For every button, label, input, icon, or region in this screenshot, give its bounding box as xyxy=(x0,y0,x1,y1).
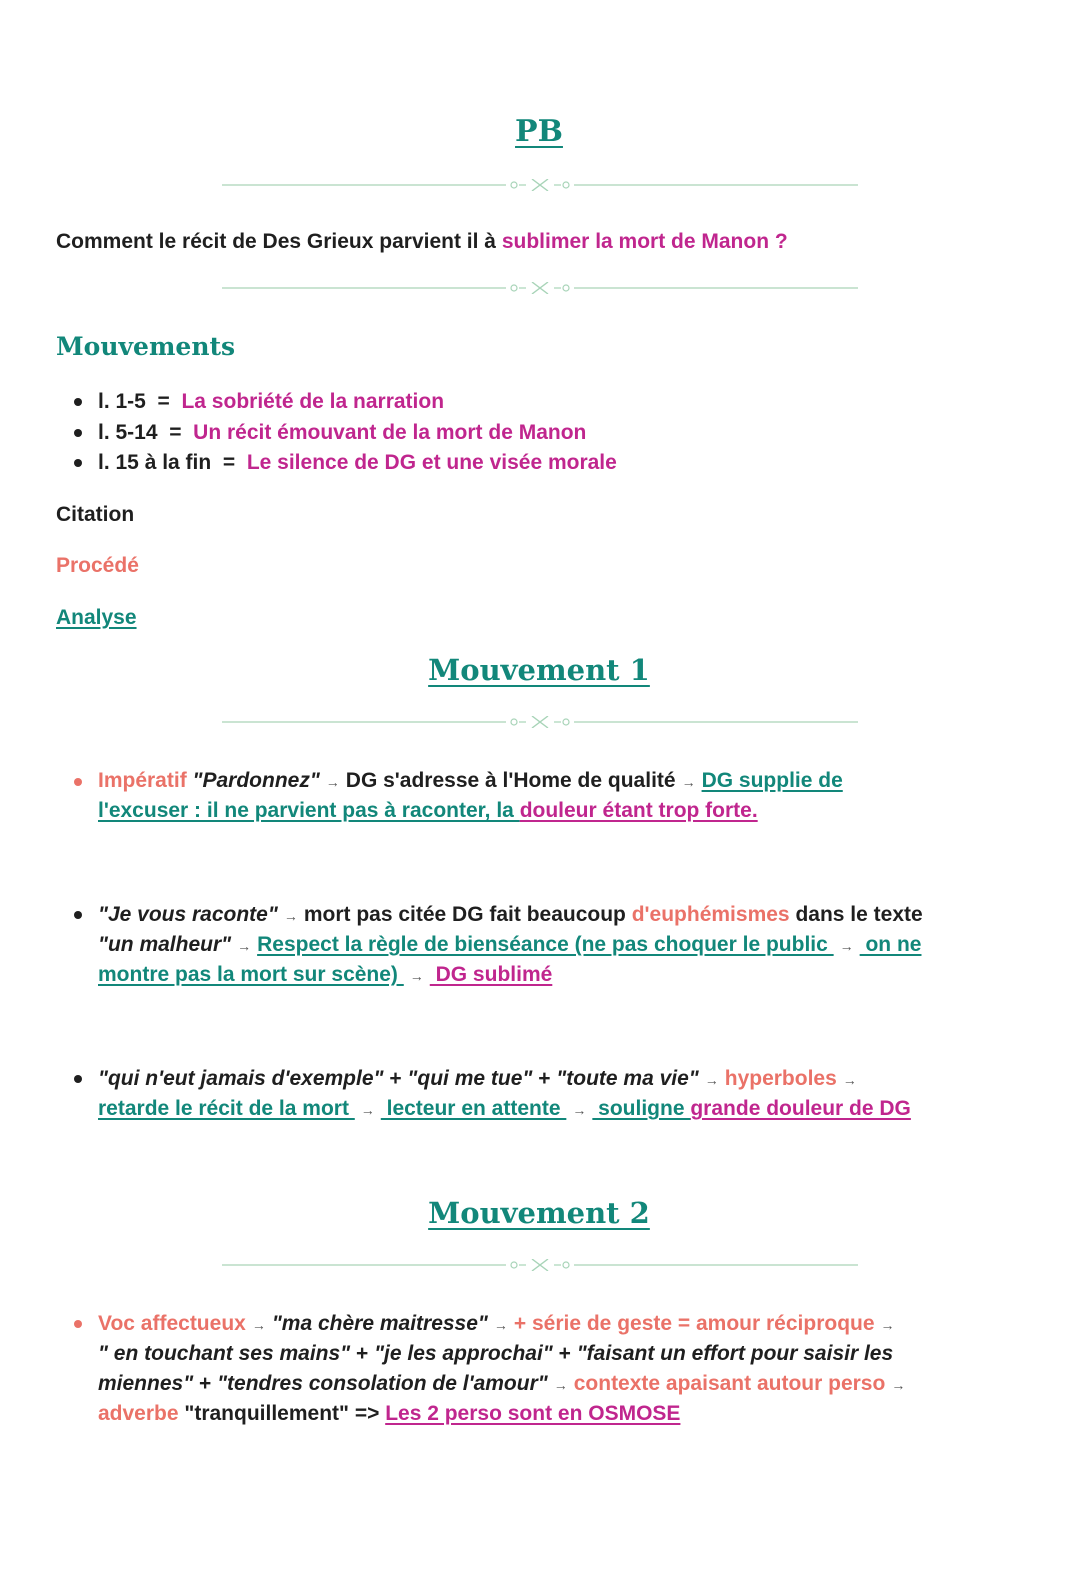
procede-text: adverbe xyxy=(98,1402,179,1425)
analyse-highlight: DG sublimé xyxy=(429,963,553,986)
mouvements-title: Mouvements xyxy=(56,332,236,361)
arrow-icon: → xyxy=(360,1102,375,1118)
legend-analyse: Analyse xyxy=(56,606,137,629)
item-sep: = xyxy=(222,451,236,474)
item-desc: Le silence de DG et une visée morale xyxy=(246,451,617,474)
legend-procede: Procédé xyxy=(56,554,139,577)
m1-point-2-line-3 xyxy=(98,963,552,987)
plus-sign: + xyxy=(532,1067,557,1090)
ornament-divider xyxy=(222,179,858,191)
analyse-text: DG supplie de xyxy=(701,769,843,792)
citation-text: "ma chère maitresse" xyxy=(271,1312,488,1335)
plus-sign: + xyxy=(350,1342,375,1365)
analyse-text: montre pas la mort sur scène) xyxy=(98,963,404,986)
m2-point-1-line-4 xyxy=(98,1402,680,1426)
arrow-icon: → xyxy=(283,908,298,924)
arrow-icon: → xyxy=(237,938,252,954)
m2-point-1-line-3 xyxy=(98,1372,911,1396)
bullet xyxy=(74,1075,82,1083)
arrow-icon: → xyxy=(251,1317,266,1333)
citation-text: miennes" xyxy=(98,1372,194,1395)
item-desc: La sobriété de la narration xyxy=(181,390,445,413)
arrow-icon: → xyxy=(572,1102,587,1118)
arrow-icon: → xyxy=(842,1072,857,1088)
item-range: l. 15 à la fin xyxy=(98,451,212,474)
m1-point-1-line-2 xyxy=(98,799,758,823)
analyse-text: lecteur en attente xyxy=(380,1097,567,1120)
procede-text: d'euphémismes xyxy=(631,903,790,926)
bullet xyxy=(74,1320,82,1328)
m1-point-1-line-1 xyxy=(98,769,843,793)
plus-sign: + xyxy=(552,1342,577,1365)
citation-text: "je les approchai" xyxy=(374,1342,553,1365)
legend-citation: Citation xyxy=(56,503,135,526)
text: DG s'adresse à l'Home de qualité xyxy=(345,769,676,792)
citation-text: "toute ma vie" xyxy=(556,1067,699,1090)
procede-text: Voc affectueux xyxy=(98,1312,246,1335)
ornament-divider xyxy=(222,716,858,728)
bullet xyxy=(74,459,82,467)
arrow-icon: → xyxy=(409,968,424,984)
citation-text: "Je vous raconte" xyxy=(98,903,278,926)
ornament-divider xyxy=(222,1259,858,1271)
arrow-icon: → xyxy=(880,1317,895,1333)
question-highlight: sublimer la mort de Manon ? xyxy=(501,230,788,253)
analyse-text: Respect la règle de bienséance (ne pas choquer le public xyxy=(257,933,834,956)
m2-point-1-line-2 xyxy=(98,1342,893,1366)
analyse-highlight: grande douleur de DG xyxy=(690,1097,911,1120)
mouvement-item-2 xyxy=(98,421,586,445)
item-sep: = xyxy=(157,390,170,413)
pb-title: PB xyxy=(515,114,563,149)
bullet xyxy=(74,778,82,786)
mouvement-item-1 xyxy=(98,390,444,414)
procede-text: + série de geste = amour réciproque xyxy=(513,1312,875,1335)
ornament-divider xyxy=(222,282,858,294)
citation-text: " en touchant ses mains" xyxy=(98,1342,351,1365)
analyse-text: retarde le récit de la mort xyxy=(98,1097,355,1120)
procede-text: Impératif xyxy=(98,769,193,792)
citation-text: "tendres consolation de l'amour" xyxy=(217,1372,548,1395)
implies-sign: => xyxy=(348,1402,386,1425)
m1-point-2-line-2 xyxy=(98,933,921,957)
citation-text: "tranquillement" xyxy=(178,1402,349,1425)
m1-point-2-line-1 xyxy=(98,903,923,927)
analyse-text: l'excuser : il ne parvient pas à raconter, la xyxy=(98,799,520,822)
citation-text: "un malheur" xyxy=(98,933,232,956)
procede-text: contexte apaisant autour perso xyxy=(573,1372,886,1395)
analyse-text: on ne xyxy=(859,933,922,956)
item-desc: Un récit émouvant de la mort de Manon xyxy=(193,421,587,444)
mouvement-2-title: Mouvement 2 xyxy=(428,1196,650,1230)
arrow-icon: → xyxy=(704,1072,719,1088)
arrow-icon: → xyxy=(553,1377,568,1393)
text: dans le texte xyxy=(789,903,923,926)
question-text: Comment le récit de Des Grieux parvient il à xyxy=(56,230,502,253)
item-range: l. 5-14 xyxy=(98,421,158,444)
item-range: l. 1-5 xyxy=(98,390,146,413)
problem-question xyxy=(56,230,788,254)
citation-text: "qui me tue" xyxy=(407,1067,533,1090)
arrow-icon: → xyxy=(681,774,696,790)
m1-point-3-line-1 xyxy=(98,1067,863,1091)
analyse-highlight: douleur étant trop forte. xyxy=(519,799,758,822)
plus-sign: + xyxy=(383,1067,408,1090)
analyse-text: souligne xyxy=(592,1097,691,1120)
citation-text: "qui n'eut jamais d'exemple" xyxy=(98,1067,384,1090)
mouvement-item-3 xyxy=(98,451,617,475)
procede-text: hyperboles xyxy=(724,1067,837,1090)
citation-text: "faisant un effort pour saisir les xyxy=(576,1342,894,1365)
arrow-icon: → xyxy=(839,938,854,954)
mouvement-1-title: Mouvement 1 xyxy=(428,653,650,687)
bullet xyxy=(74,429,82,437)
text: mort pas citée DG fait beaucoup xyxy=(303,903,632,926)
bullet xyxy=(74,398,82,406)
plus-sign: + xyxy=(193,1372,218,1395)
citation-text: "Pardonnez" xyxy=(192,769,320,792)
arrow-icon: → xyxy=(325,774,340,790)
arrow-icon: → xyxy=(891,1377,906,1393)
m2-point-1-line-1 xyxy=(98,1312,901,1336)
bullet xyxy=(74,911,82,919)
analyse-highlight: Les 2 perso sont en OSMOSE xyxy=(385,1402,681,1425)
arrow-icon: → xyxy=(493,1317,508,1333)
item-sep: = xyxy=(169,421,182,444)
m1-point-3-line-2 xyxy=(98,1097,911,1121)
